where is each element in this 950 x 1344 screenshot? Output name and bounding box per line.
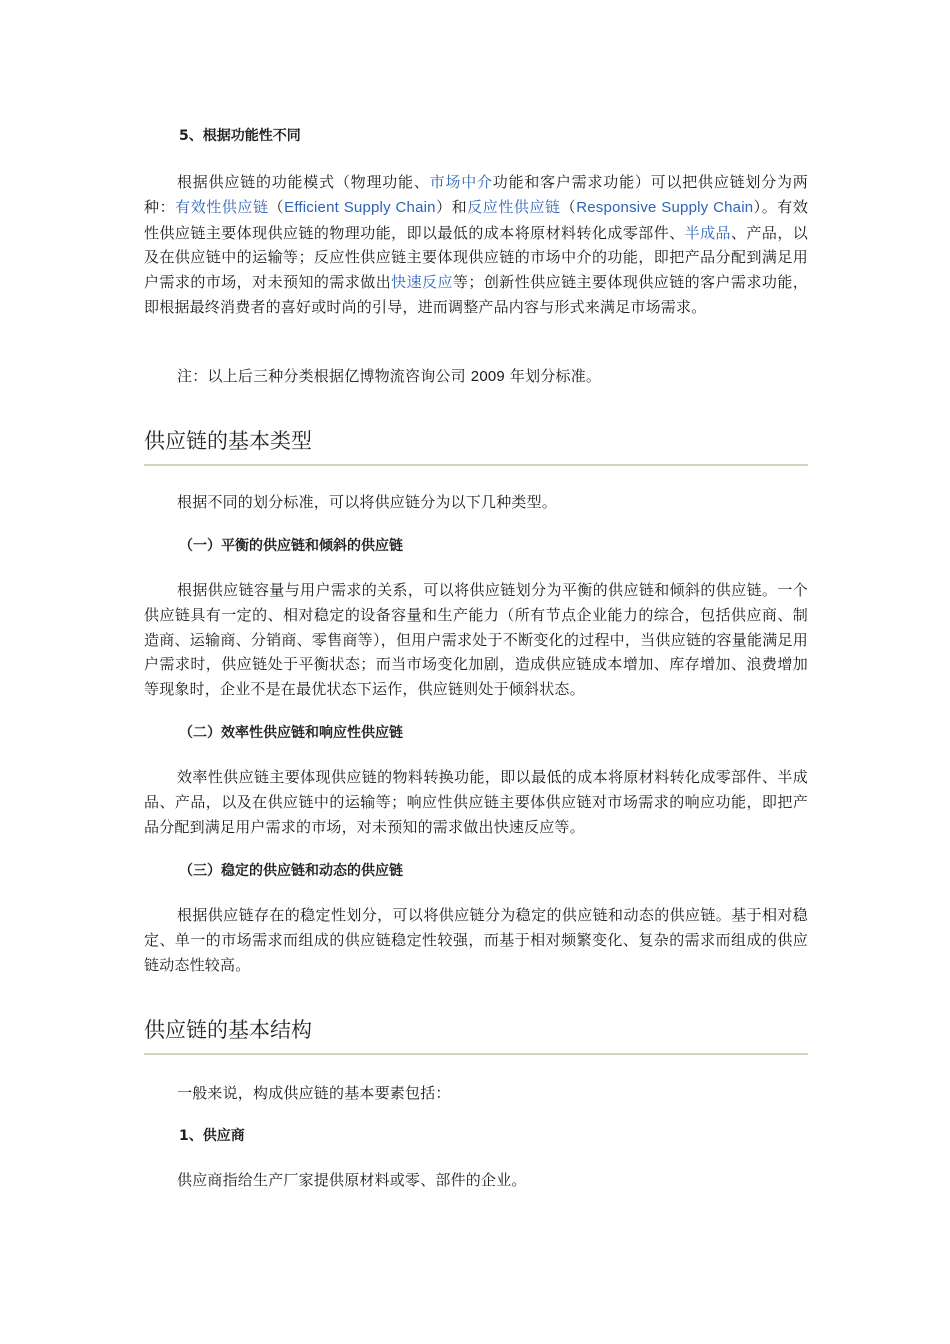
inline-link[interactable]: 有效性供应链 [175, 197, 269, 216]
paragraph-text-run: （ [560, 197, 577, 216]
structure-intro: 一般来说，构成供应链的基本要素包括： [177, 1084, 451, 1102]
inline-link[interactable]: Efficient Supply Chain [284, 198, 436, 216]
paragraph-text-run: 根据供应链的功能模式（物理功能、 [177, 173, 430, 191]
section5-paragraph [144, 170, 808, 320]
types-intro: 根据不同的划分标准，可以将供应链分为以下几种类型。 [177, 493, 558, 511]
inline-link[interactable]: 快速反应 [391, 273, 453, 292]
inline-link[interactable]: Responsive Supply Chain [576, 198, 754, 216]
structure-section-title: 供应链的基本结构 [144, 1015, 808, 1055]
types-sub2-heading: （二）效率性供应链和响应性供应链 [179, 725, 403, 741]
paragraph-text-run: （ [268, 197, 285, 216]
paragraph-text-run: ）。有效性供应链主要体现供应链的物理功能，即以最低的成本将原材料转化成零部件、 [144, 197, 809, 242]
note-text-after: 年划分标准。 [504, 367, 602, 385]
note-text-before: 注：以上后三种分类根据亿博物流咨询公司 [177, 367, 471, 385]
types-sub3-heading: （三）稳定的供应链和动态的供应链 [179, 863, 403, 879]
inline-link[interactable]: 半成品 [684, 223, 731, 242]
structure-sub1-paragraph: 供应商指给生产厂家提供原材料或零、部件的企业。 [177, 1171, 527, 1189]
structure-sub1-heading: 1、供应商 [179, 1128, 245, 1144]
inline-link[interactable]: 反应性供应链 [467, 197, 561, 216]
paragraph-text-run: ）和 [435, 197, 468, 216]
types-sub2-paragraph: 效率性供应链主要体现供应链的物料转换功能，即以最低的成本将原材料转化成零部件、半成品、产品，以及在供应链中的运输等；响应性供应链主要体供应链对市场需求的响应功能，即把产品分配到满足用户需求的市场，对未预知的需求做出快速反应等。 [144, 768, 808, 836]
types-sub1-paragraph: 根据供应链容量与用户需求的关系，可以将供应链划分为平衡的供应链和倾斜的供应链。一个供应链具有一定的、相对稳定的设备容量和生产能力（所有节点企业能力的综合，包括供应商、制造商、运输商、分销商、零售商等），但用户需求处于不断变化的过程中，当供应链的容量能满足用户需求时，供应链处于平衡状态；而当市场变化加剧，造成供应链成本增加、库存增加、浪费增加等现象时，企业不是在最优状态下运作，供应链则处于倾斜状态。 [144, 581, 808, 699]
inline-link[interactable]: 市场中介 [429, 173, 493, 191]
note-paragraph [144, 364, 808, 390]
types-section-title: 供应链的基本类型 [144, 426, 808, 466]
types-sub1-heading: （一）平衡的供应链和倾斜的供应链 [179, 538, 403, 554]
note-year: 2009 [470, 368, 505, 385]
paragraph-text-run: 功能和客户需求功能）可以把供应链划分为两种： [144, 173, 808, 216]
section5-heading: 5、根据功能性不同 [179, 128, 301, 144]
types-sub3-paragraph: 根据供应链存在的稳定性划分，可以将供应链分为稳定的供应链和动态的供应链。基于相对稳定、单一的市场需求而组成的供应链稳定性较强，而基于相对频繁变化、复杂的需求而组成的供应链动态性较高。 [144, 906, 808, 974]
paragraph-text-run: 、产品，以及在供应链中的运输等；反应性供应链主要体现供应链的市场中介的功能，即把产品分配到满足用户需求的市场，对未预知的需求做出 [144, 223, 808, 292]
paragraph-text-run: 等；创新性供应链主要体现供应链的客户需求功能，即根据最终消费者的喜好或时尚的引导，进而调整产品内容与形式来满足市场需求。 [144, 273, 808, 316]
